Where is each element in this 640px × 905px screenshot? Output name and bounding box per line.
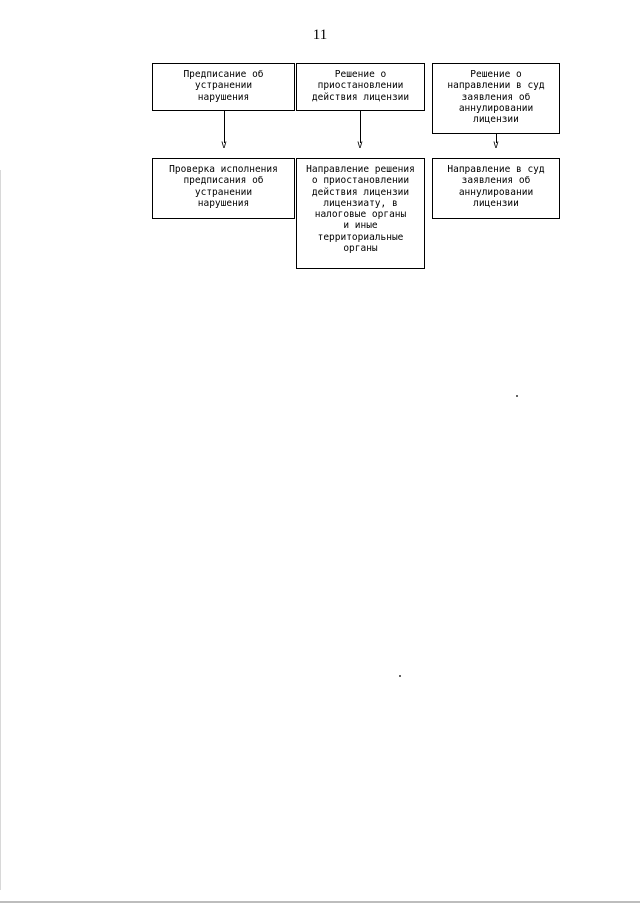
connector-line-2 [360, 111, 361, 143]
box-suspension-decision: Решение о приостановлении действия лицензии [296, 63, 425, 111]
page-number: 11 [312, 27, 328, 43]
arrowhead-3: V [493, 141, 499, 151]
scan-speck [399, 675, 401, 677]
box-prescription-check: Проверка исполнения предписания об устранении нарушения [152, 158, 295, 219]
box-prescription: Предписание об устранении нарушения [152, 63, 295, 111]
box-court-filing: Направление в суд заявления об аннулировании лицензии [432, 158, 560, 219]
scan-edge-bottom [0, 901, 640, 903]
arrowhead-2: V [357, 141, 363, 151]
connector-line-1 [224, 111, 225, 143]
scan-edge-left [0, 170, 1, 890]
box-court-decision: Решение о направлении в суд заявления об аннулировании лицензии [432, 63, 560, 134]
scan-speck [516, 395, 518, 397]
box-suspension-notice: Направление решения о приостановлении действия лицензии лицензиату, в налоговые органы и иные территориальные органы [296, 158, 425, 269]
arrowhead-1: V [221, 141, 227, 151]
